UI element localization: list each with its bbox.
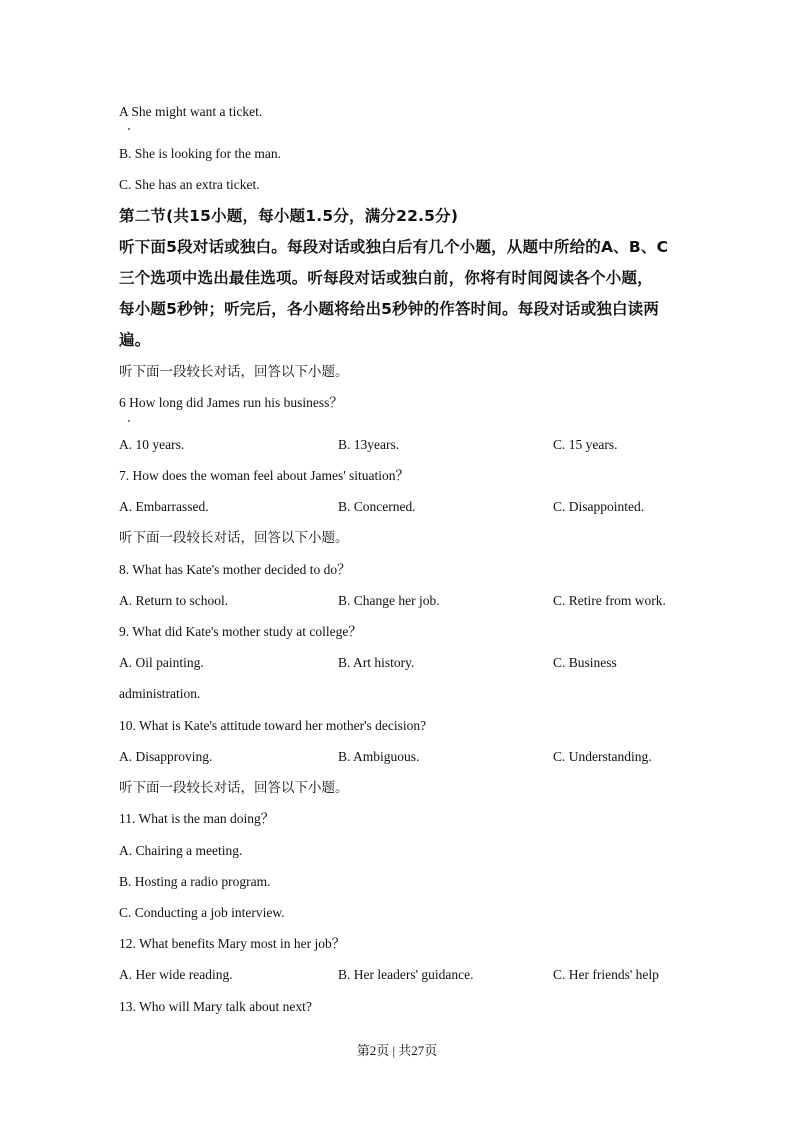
- section-instructions-line-4: 遍。: [119, 331, 151, 349]
- q9-option-c-continued: administration.: [119, 686, 201, 701]
- q8-option-a: A. Return to school.: [119, 593, 229, 608]
- q11-option-b: B. Hosting a radio program.: [119, 874, 271, 889]
- page-footer: 第2页 | 共27页: [356, 1043, 438, 1058]
- q8-option-c: C. Retire from work.: [553, 593, 666, 608]
- q6-option-b: B. 13years.: [338, 437, 400, 452]
- q9-option-c: C. Business: [553, 655, 617, 670]
- q10-option-c: C. Understanding.: [553, 749, 652, 764]
- question-13: 13. Who will Mary talk about next?: [119, 999, 312, 1014]
- q6-option-c: C. 15 years.: [553, 437, 618, 452]
- q7-option-b: B. Concerned.: [338, 499, 416, 514]
- dialog-intro: 听下面一段较长对话，回答以下小题。: [119, 780, 349, 796]
- scan-dot: [128, 128, 130, 130]
- q10-option-b: B. Ambiguous.: [338, 749, 420, 764]
- q5-option-c: C. She has an extra ticket.: [119, 177, 260, 192]
- section-instructions-line-3: 每小题5秒钟；听完后，各小题将给出5秒钟的作答时间。每段对话或独白读两: [119, 300, 660, 318]
- question-11: 11. What is the man doing？: [119, 811, 275, 826]
- question-6: 6 How long did James run his business？: [119, 395, 343, 410]
- q12-option-b: B. Her leaders' guidance.: [338, 967, 474, 982]
- question-10: 10. What is Kate's attitude toward her mother's decision?: [119, 718, 427, 733]
- q5-option-a: A She might want a ticket.: [119, 104, 263, 119]
- dialog-intro: 听下面一段较长对话，回答以下小题。: [119, 364, 349, 380]
- q10-option-a: A. Disapproving.: [119, 749, 213, 764]
- q7-option-c: C. Disappointed.: [553, 499, 645, 514]
- question-12: 12. What benefits Mary most in her job？: [119, 936, 346, 951]
- q11-option-a: A. Chairing a meeting.: [119, 843, 243, 858]
- q9-option-b: B. Art history.: [338, 655, 415, 670]
- scan-dot: [128, 420, 130, 422]
- q11-option-c: C. Conducting a job interview.: [119, 905, 285, 920]
- q6-option-a: A. 10 years.: [119, 437, 185, 452]
- question-7: 7. How does the woman feel about James' situation？: [119, 468, 409, 483]
- dialog-intro: 听下面一段较长对话，回答以下小题。: [119, 530, 349, 546]
- section-instructions-line-2: 三个选项中选出最佳选项。听每段对话或独白前，你将有时间阅读各个小题，: [119, 269, 653, 287]
- q5-option-b: B. She is looking for the man.: [119, 146, 281, 161]
- q7-option-a: A. Embarrassed.: [119, 499, 209, 514]
- q12-option-a: A. Her wide reading.: [119, 967, 233, 982]
- question-9: 9. What did Kate's mother study at college？: [119, 624, 362, 639]
- question-8: 8. What has Kate's mother decided to do？: [119, 562, 351, 577]
- q8-option-b: B. Change her job.: [338, 593, 440, 608]
- q9-option-a: A. Oil painting.: [119, 655, 204, 670]
- section-heading: 第二节(共15小题，每小题1.5分，满分22.5分): [119, 207, 459, 225]
- section-instructions-line-1: 听下面5段对话或独白。每段对话或独白后有几个小题，从题中所给的A、B、C: [119, 238, 669, 256]
- q12-option-c: C. Her friends' help: [553, 967, 659, 982]
